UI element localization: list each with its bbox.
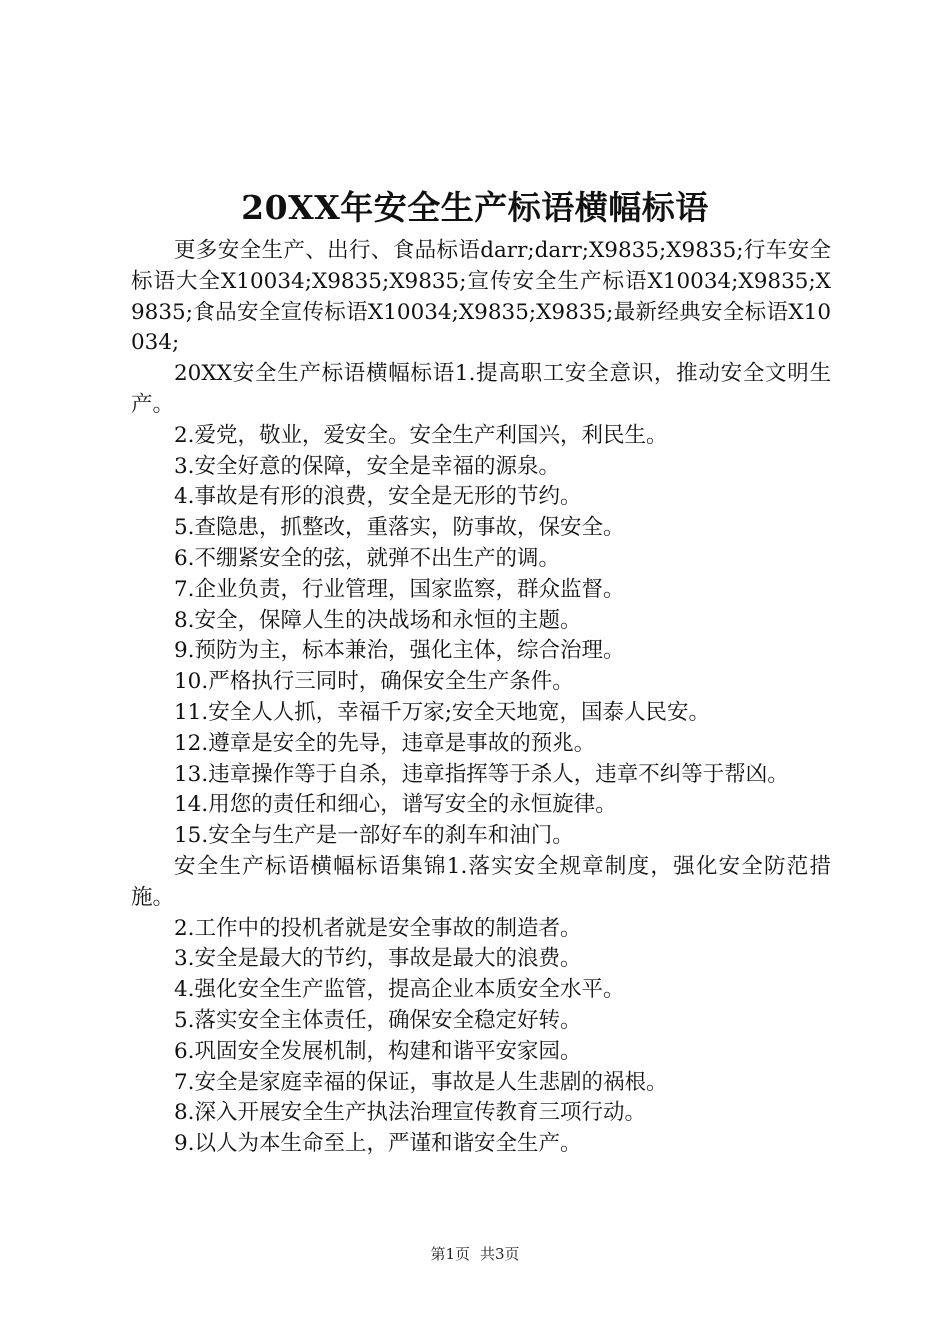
page-total: 共3页 <box>480 1245 520 1263</box>
paragraph: 9.以人为本生命至上，严谨和谐安全生产。 <box>174 1131 582 1157</box>
paragraph: 3.安全是最大的节约，事故是最大的浪费。 <box>174 946 582 972</box>
paragraph: 10.严格执行三同时，确保安全生产条件。 <box>174 669 574 695</box>
paragraph: 5.查隐患，抓整改，重落实，防事故，保安全。 <box>174 515 625 541</box>
paragraph: 4.事故是有形的浪费，安全是无形的节约。 <box>174 484 582 510</box>
paragraph: 4.强化安全生产监管，提高企业本质安全水平。 <box>174 977 625 1003</box>
paragraph: 7.安全是家庭幸福的保证，事故是人生悲剧的祸根。 <box>174 1069 668 1095</box>
paragraph: 9.预防为主，标本兼治，强化主体，综合治理。 <box>174 638 625 664</box>
paragraph: 5.落实安全主体责任，确保安全稳定好转。 <box>174 1007 582 1033</box>
page-footer <box>0 1244 950 1264</box>
paragraph: 8.深入开展安全生产执法治理宣传教育三项行动。 <box>174 1100 647 1126</box>
paragraph: 6.巩固安全发展机制，构建和谐平安家园。 <box>174 1038 582 1064</box>
paragraph: 13.违章操作等于自杀，违章指挥等于杀人，违章不纠等于帮凶。 <box>174 761 789 787</box>
paragraph: 15.安全与生产是一部好车的刹车和油门。 <box>174 823 574 849</box>
paragraph: 7.企业负责，行业管理，国家监察，群众监督。 <box>174 576 625 602</box>
paragraph: 2.工作中的投机者就是安全事故的制造者。 <box>174 915 582 941</box>
paragraph: 20XX安全生产标语横幅标语1.提高职工安全意识，推动安全文明生产。 <box>131 361 831 417</box>
document-body <box>131 236 831 1160</box>
paragraph: 安全生产标语横幅标语集锦1.落实安全规章制度，强化安全防范措施。 <box>131 853 831 910</box>
paragraph: 12.遵章是安全的先导，违章是事故的预兆。 <box>174 730 596 756</box>
page-title: 20XX年安全生产标语横幅标语 <box>241 188 709 227</box>
page-number: 第1页 <box>430 1245 470 1263</box>
paragraph: 更多安全生产、出行、食品标语darr;darr;X9835;X9835;行车安全标语大全X10034;X9835;X9835;宣传安全生产标语X10034;X9835;X9835;食品安全宣传标语X10034;X9835;X9835;最新经典安全标语X10034; <box>131 238 831 356</box>
paragraph: 2.爱党，敬业，爱安全。安全生产利国兴，利民生。 <box>174 422 668 448</box>
paragraph: 11.安全人人抓，幸福千万家;安全天地宽，国泰人民安。 <box>174 699 710 725</box>
paragraph: 8.安全，保障人生的决战场和永恒的主题。 <box>174 607 582 633</box>
paragraph: 3.安全好意的保障，安全是幸福的源泉。 <box>174 453 561 479</box>
paragraph: 14.用您的责任和细心，谱写安全的永恒旋律。 <box>174 792 617 818</box>
paragraph: 6.不绷紧安全的弦，就弹不出生产的调。 <box>174 545 561 571</box>
